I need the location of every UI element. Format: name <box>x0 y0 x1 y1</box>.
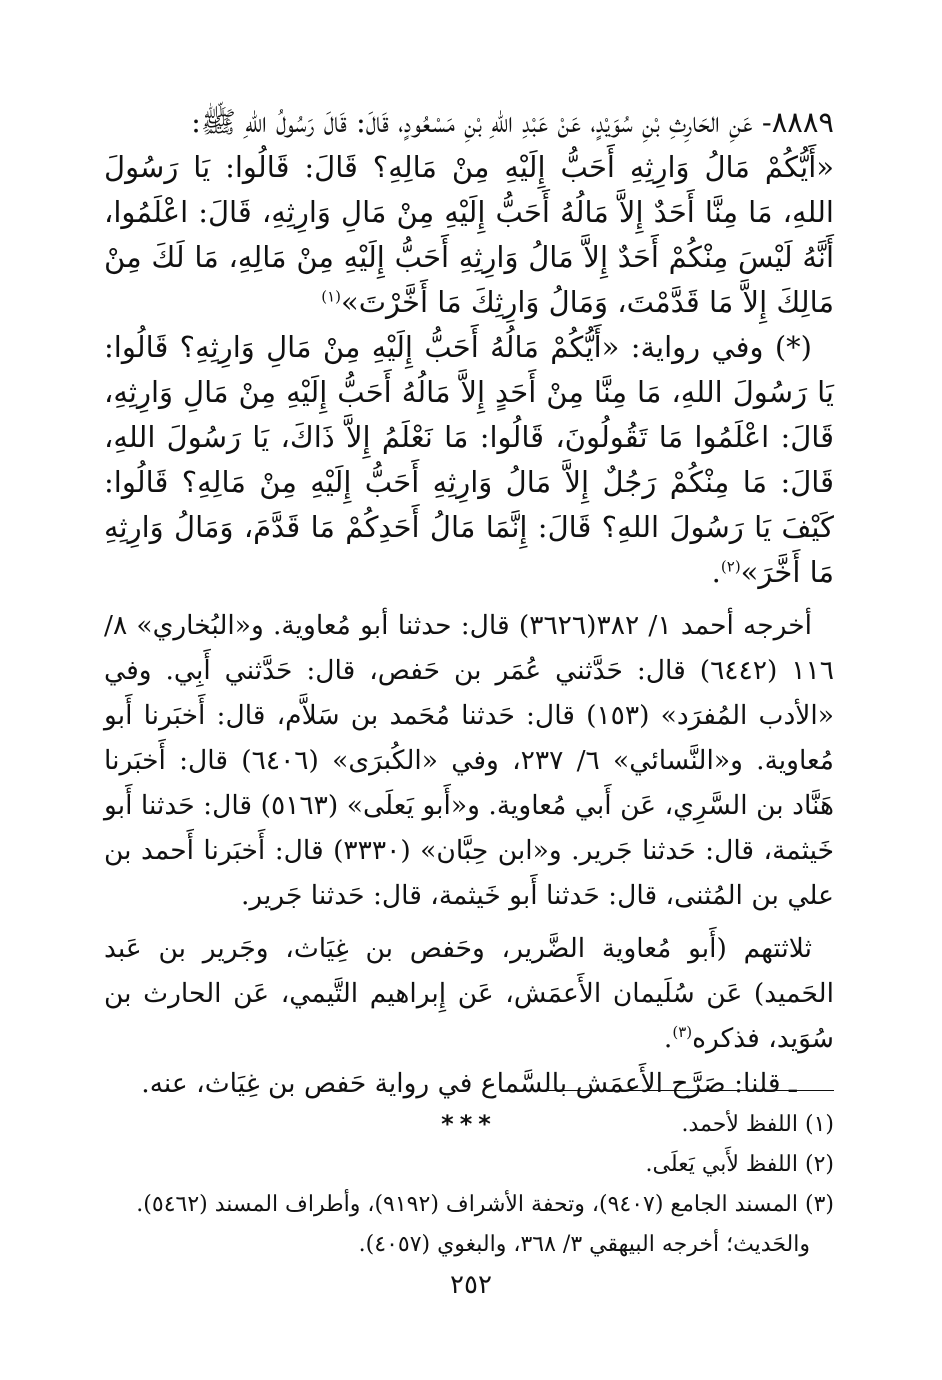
hadith-riwaya <box>104 325 834 595</box>
hadith-header: ٨٨٨٩- عَنِ الحَارِثِ بْنِ سُوَيْدٍ، عَنْ عَبْدِ اللهِ بْنِ مَسْعُودٍ، قَالَ: قَالَ رَسُولُ اللهِ ﷺ: <box>191 105 834 139</box>
qulna-note: ـ قلنا: صَرَّح الأَعمَش بالسَّماع في رواية حَفص بن غِيَاث، عنه. <box>141 1068 797 1099</box>
thalathat-paragraph <box>104 926 834 1061</box>
footnotes <box>104 1105 834 1265</box>
takhrij-paragraph: أخرجه أحمد ١/ ٣٨٢(٣٦٢٦) قال: حدثنا أبو مُعاوية. و«البُخاري» ٨/ ١١٦ (٦٤٤٢) قال: حَدَّثني عُمَر بن حَفص، قال: حَدَّثني أَبِي. وفي «الأدب المُفرَد» (١٥٣) قال: حَدثنا مُحَمد بن سَلاَّم، قال: أَخبَرنا أَبو مُعاوية. و«النَّسائي» ٦/ ٢٣٧، وفي «الكُبرَى» (٦٤٠٦) قال: أَخبَرنا هَنَّاد بن السَّرِي، عَن أَبي مُعاوية. و«أَبو يَعلَى» (٥١٦٣) قال: حَدثنا أَبو خَيثمة، قال: حَدثنا جَرير. و«ابن حِبَّان» (٣٣٣٠) قال: أَخبَرنا أَحمد بن علي بن المُثنى، قال: حَدثنا أَبو خَيثمة، قال: حَدثنا جَرير. <box>104 610 835 911</box>
riwaya-text: (*) وفي رواية: «أَيُّكُمْ مَالُهُ أَحَبُّ إِلَيْهِ مِنْ مَالِ وَارِثِهِ؟ قَالُوا: يَا رَسُولَ اللهِ، مَا مِنَّا مِنْ أَحَدٍ إِلاَّ مَالُهُ أَحَبُّ إِلَيْهِ مِنْ مَالِ وَارِثِهِ، قَالَ: اعْلَمُوا مَا تَقُولُونَ، قَالُوا: مَا نَعْلَمُ إِلاَّ ذَاكَ، يَا رَسُولَ اللهِ، قَالَ: مَا مِنْكُمْ رَجُلٌ إِلاَّ مَالُ وَارِثِهِ أَحَبُّ إِلَيْهِ مِنْ مَالِهِ؟ قَالُوا: كَيْفَ يَا رَسُولَ اللهِ؟ قَالَ: إِنَّمَا مَالُ أَحَدِكُمْ مَا قَدَّمَ، وَمَالُ وَارِثِهِ مَا أَخَّرَ» <box>104 330 834 589</box>
thalathat-text: ثلاثتهم (أَبو مُعاوية الضَّرير، وحَفص بن غِيَاث، وجَرير بن عَبد الحَميد) عَن سُلَيمان الأَعمَش، عَن إِبراهيم التَّيمي، عَن الحارث بن سُوَيد، فذكره <box>104 933 834 1054</box>
riwaya-end: . <box>711 555 721 589</box>
footnote-1: (١) اللفظ لأحمد. <box>681 1112 834 1137</box>
footnote-2: (٢) اللفظ لأَبي يَعلَى. <box>645 1152 834 1177</box>
footnote-ref-1[interactable]: (١) <box>321 287 341 306</box>
footnote-divider <box>534 1090 834 1091</box>
footnote-ref-3[interactable]: (٣) <box>672 1023 693 1042</box>
main-text <box>104 100 834 1138</box>
footnote-ref-2[interactable]: (٢) <box>720 557 741 576</box>
footnote-3-continuation: والحَديث؛ أخرجه البيهقي ٣/ ٣٦٨، والبغوي (٤٠٥٧). <box>358 1232 810 1257</box>
thalathat-end: . <box>663 1023 673 1054</box>
hadith-quote <box>104 145 834 325</box>
footnote-3: (٣) المسند الجامع (٩٤٠٧)، وتحفة الأشراف (٩١٩٢)، وأطراف المسند (٥٤٦٢). <box>136 1192 834 1217</box>
hadith-quote-text: «أَيُّكُمْ مَالُ وَارِثِهِ أَحَبُّ إِلَيْهِ مِنْ مَالِهِ؟ قَالَ: قَالُوا: يَا رَسُولَ اللهِ، مَا مِنَّا أَحَدٌ إِلاَّ مَالُهُ أَحَبُّ إِلَيْهِ مِنْ مَالِ وَارِثِهِ، قَالَ: اعْلَمُوا، أَنَّهُ لَيْسَ مِنْكُمْ أَحَدٌ إِلاَّ مَالُ وَارِثِهِ أَحَبُّ إِلَيْهِ مِنْ مَالِهِ، مَا لَكَ مِنْ مَالِكَ إِلاَّ مَا قَدَّمْتَ، وَمَالُ وَارِثِكَ مَا أَخَّرْتَ» <box>104 150 834 319</box>
section-separator: *** <box>441 1110 497 1138</box>
page-number: ٢٥٢ <box>450 1270 492 1300</box>
